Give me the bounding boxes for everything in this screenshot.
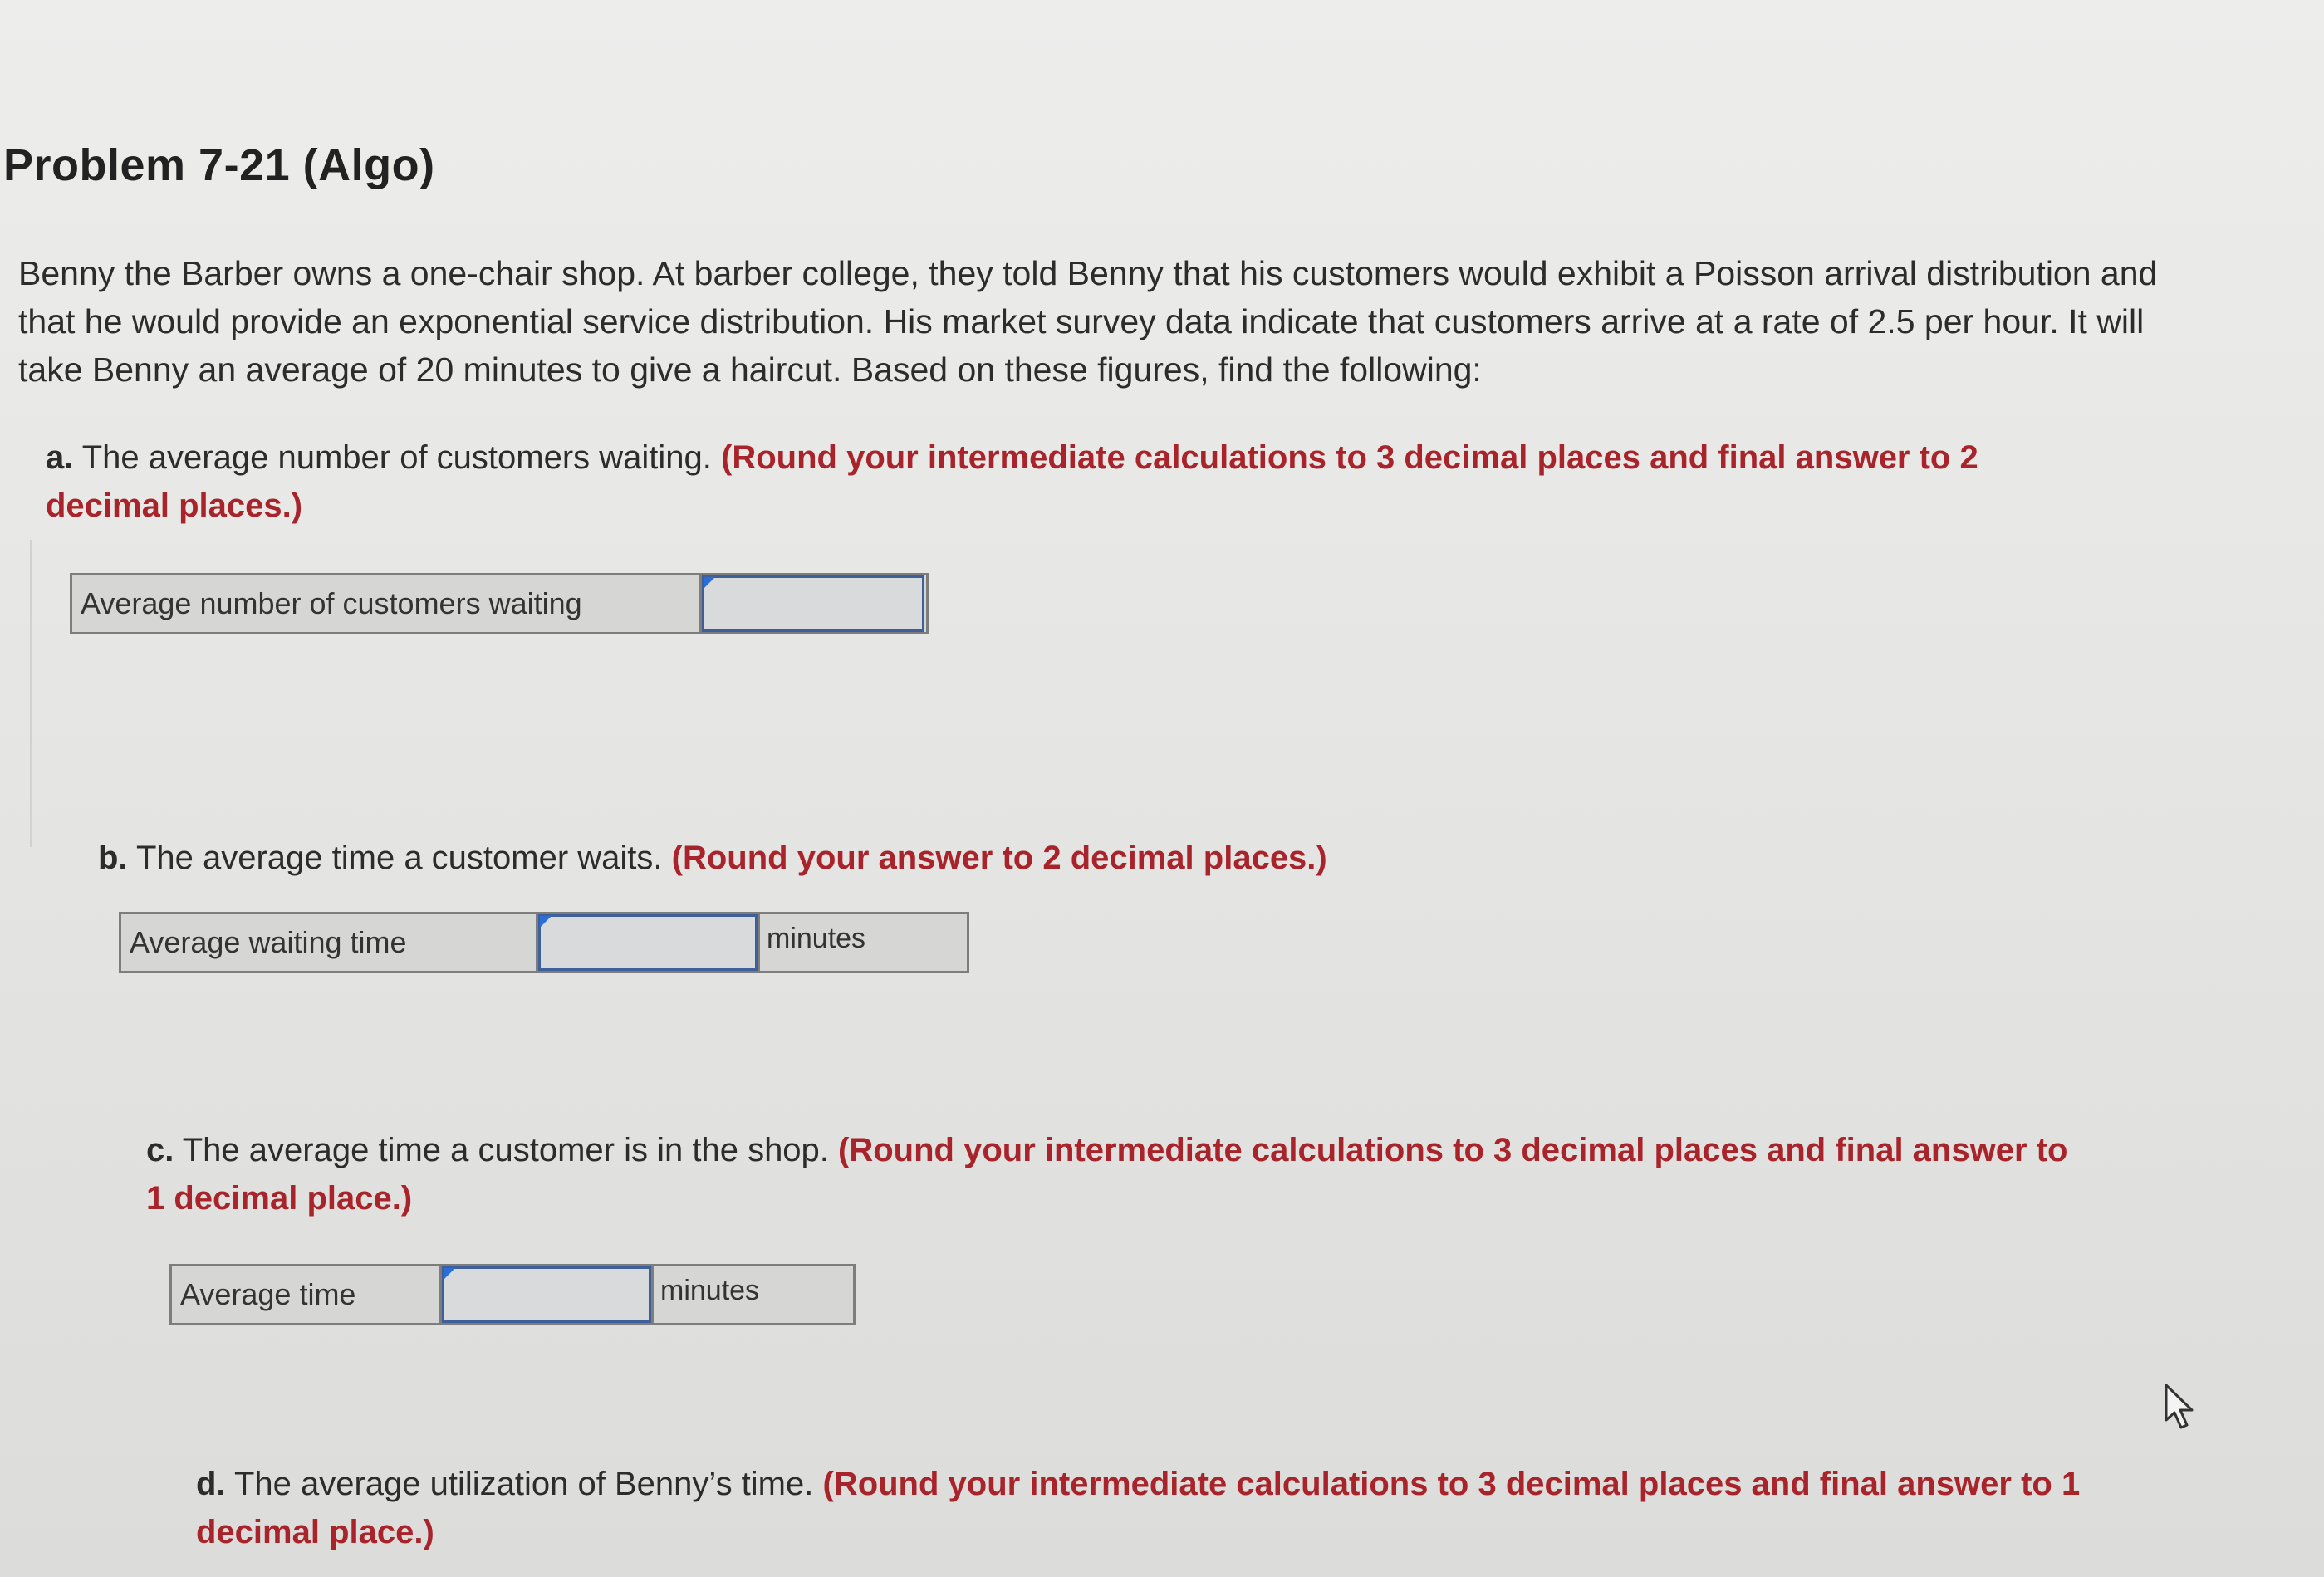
answer-a-input-wrap	[702, 575, 924, 632]
average-customers-waiting-input[interactable]	[702, 575, 924, 632]
left-edge-divider	[30, 540, 32, 847]
question-c	[146, 1126, 2090, 1222]
question-d-letter: d.	[196, 1466, 226, 1502]
input-marker-icon	[704, 577, 715, 589]
answer-c-unit: minutes	[651, 1266, 853, 1323]
question-b-text: The average time a customer waits.	[127, 840, 672, 876]
input-marker-icon	[444, 1268, 455, 1280]
problem-intro: Benny the Barber owns a one-chair shop. At barber college, they told Benny that his customers would exhibit a Poisson arrival distribution and that he would provide an exponential service distribution. His market survey data indicate that customers arrive at a rate of 2.5 per hour. It will take Benny an average of 20 minutes to give a haircut. Based on these figures, find the following:	[18, 254, 2158, 389]
average-waiting-time-input[interactable]	[538, 914, 758, 971]
answer-a-label: Average number of customers waiting	[72, 575, 702, 632]
question-c-text: The average time a customer is in the shop.	[174, 1132, 839, 1168]
question-b-rounding-note: (Round your answer to 2 decimal places.)	[671, 840, 1327, 876]
average-time-in-shop-input[interactable]	[442, 1266, 651, 1323]
question-a-text: The average number of customers waiting.	[73, 439, 722, 476]
answer-c-input-wrap	[442, 1266, 651, 1323]
answer-b-input-wrap	[538, 914, 758, 971]
problem-title: Problem 7-21 (Algo)	[3, 140, 435, 190]
question-d-rounding-note: (Round your intermediate calculations to 3 decimal places and final answer to 1 decimal place.)	[196, 1466, 2081, 1550]
question-a-letter: a.	[46, 439, 74, 476]
answer-row-b	[119, 912, 969, 973]
question-a-rounding-note: (Round your intermediate calculations to 3 decimal places and final answer to 2 decimal places.)	[46, 439, 1978, 524]
question-d-text: The average utilization of Benny’s time.	[225, 1466, 823, 1502]
mouse-pointer-icon	[2161, 1382, 2203, 1432]
question-b-letter: b.	[98, 840, 128, 876]
answer-b-label: Average waiting time	[121, 914, 538, 971]
question-d	[196, 1460, 2106, 1556]
answer-c-label: Average time	[172, 1266, 442, 1323]
question-b	[98, 834, 2091, 882]
question-c-rounding-note: (Round your intermediate calculations to 3 decimal places and final answer to 1 decimal place.)	[146, 1132, 2068, 1217]
answer-row-c	[169, 1264, 856, 1325]
question-a	[46, 433, 2072, 530]
answer-row-a	[70, 573, 929, 634]
question-c-letter: c.	[146, 1132, 174, 1168]
input-marker-icon	[540, 916, 552, 928]
answer-b-unit: minutes	[758, 914, 967, 971]
